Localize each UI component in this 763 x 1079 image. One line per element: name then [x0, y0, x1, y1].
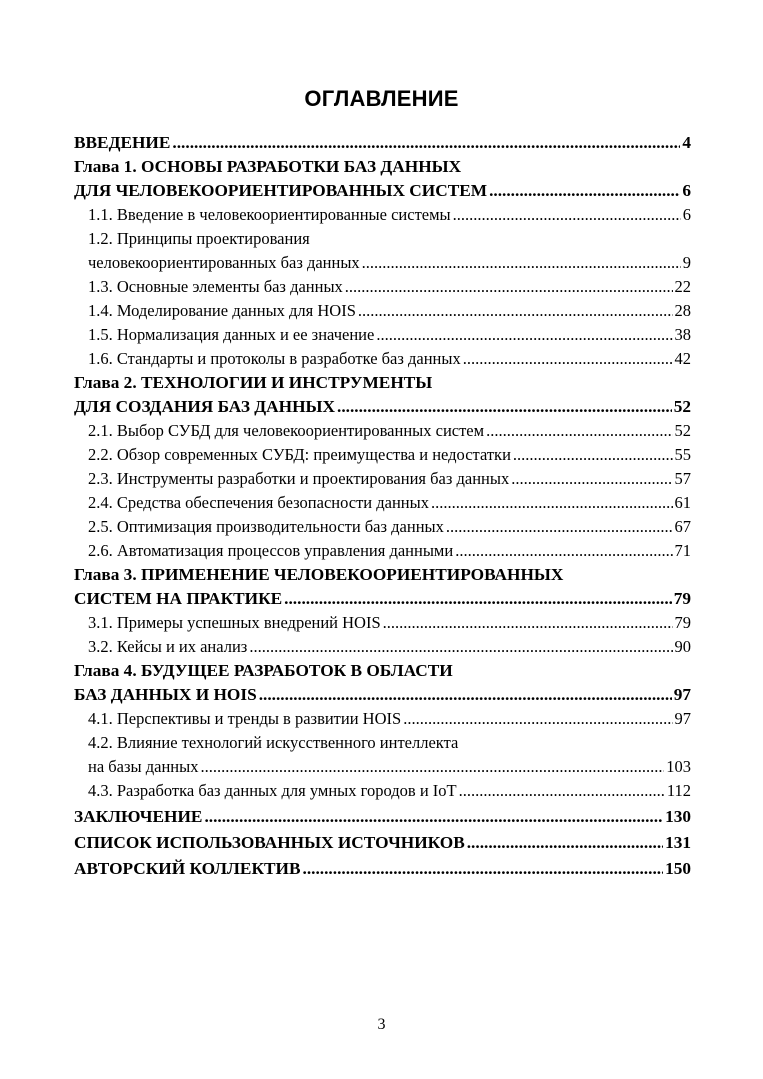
- toc-entry-page: 4: [682, 133, 691, 152]
- toc-entry-page: 52: [674, 421, 691, 440]
- toc-entry-page: 150: [665, 859, 691, 878]
- toc-entry-text: 1.3. Основные элементы баз данных: [88, 277, 343, 296]
- toc-leader-dots: [345, 275, 673, 299]
- toc-leader-dots: [446, 515, 673, 539]
- toc-section-1-2-line-1[interactable]: [74, 227, 691, 251]
- toc-entry-text: ДЛЯ СОЗДАНИЯ БАЗ ДАННЫХ: [74, 397, 335, 416]
- toc-leader-dots: [489, 179, 680, 203]
- toc-section-4-2-line-1[interactable]: [74, 731, 691, 755]
- toc-chapter-4-title-line-1[interactable]: [74, 659, 691, 683]
- toc-entry-page: 71: [674, 541, 691, 560]
- toc-entry-page: 22: [674, 277, 691, 296]
- toc-entry-page: 67: [674, 517, 691, 536]
- toc-chapter-2-title-line-1[interactable]: [74, 371, 691, 395]
- toc-entry-text: 1.5. Нормализация данных и ее значение: [88, 325, 375, 344]
- toc-entry-page: 112: [666, 781, 691, 800]
- toc-section-2-4[interactable]: [74, 491, 691, 515]
- toc-entry-page: 28: [674, 301, 691, 320]
- toc-entry-text: СИСТЕМ НА ПРАКТИКЕ: [74, 589, 283, 608]
- toc-entry-page: 38: [674, 325, 691, 344]
- toc-leader-dots: [172, 131, 680, 155]
- toc-leader-dots: [486, 419, 672, 443]
- toc-entry-text: Глава 3. ПРИМЕНЕНИЕ ЧЕЛОВЕКООРИЕНТИРОВАННЫХ: [74, 565, 564, 584]
- toc-entry-text: ЗАКЛЮЧЕНИЕ: [74, 807, 203, 826]
- toc-leader-dots: [303, 857, 664, 881]
- toc-entry-text: 1.4. Моделирование данных для HOIS: [88, 301, 356, 320]
- toc-entry-page: 42: [674, 349, 691, 368]
- toc-leader-dots: [513, 443, 673, 467]
- toc-entry-text: АВТОРСКИЙ КОЛЛЕКТИВ: [74, 859, 301, 878]
- toc-section-2-5[interactable]: [74, 515, 691, 539]
- toc-section-1-5[interactable]: [74, 323, 691, 347]
- page-title: ОГЛАВЛЕНИЕ: [304, 86, 459, 111]
- toc-leader-dots: [284, 587, 672, 611]
- toc-entry-page: 79: [673, 589, 691, 608]
- toc-entry-text: 1.1. Введение в человекоориентированные системы: [88, 205, 451, 224]
- toc-entry-references[interactable]: [74, 831, 691, 855]
- toc-entry-page: 9: [682, 253, 691, 272]
- toc-entry-text: 1.2. Принципы проектирования: [88, 229, 310, 248]
- toc-leader-dots: [362, 251, 681, 275]
- toc-entry-text: на базы данных: [88, 757, 199, 776]
- toc-entry-text: ДЛЯ ЧЕЛОВЕКООРИЕНТИРОВАННЫХ СИСТЕМ: [74, 181, 488, 200]
- toc-leader-dots: [453, 203, 681, 227]
- toc-section-3-2[interactable]: [74, 635, 691, 659]
- toc-entry-authors[interactable]: [74, 857, 691, 881]
- toc-leader-dots: [511, 467, 672, 491]
- toc-leader-dots: [463, 347, 673, 371]
- toc-entry-page: 97: [674, 709, 691, 728]
- toc-leader-dots: [376, 323, 672, 347]
- toc-section-2-3[interactable]: [74, 467, 691, 491]
- toc-leader-dots: [200, 755, 664, 779]
- toc-chapter-1-title-line-2[interactable]: [74, 179, 691, 203]
- toc-section-4-3[interactable]: [74, 779, 691, 803]
- toc-entry-text: 2.6. Автоматизация процессов управления данными: [88, 541, 454, 560]
- toc-entry-text: 3.2. Кейсы и их анализ: [88, 637, 248, 656]
- toc-entry-text: 4.1. Перспективы и тренды в развитии HOIS: [88, 709, 402, 728]
- toc-entry-page: 55: [674, 445, 691, 464]
- toc-entry-text: 1.6. Стандарты и протоколы в разработке баз данных: [88, 349, 461, 368]
- toc-entry-text: Глава 1. ОСНОВЫ РАЗРАБОТКИ БАЗ ДАННЫХ: [74, 157, 462, 176]
- toc-entry-text: 2.2. Обзор современных СУБД: преимущества и недостатки: [88, 445, 511, 464]
- toc-entry-page: 131: [665, 833, 691, 852]
- toc-entry-page: 57: [674, 469, 691, 488]
- toc-entry-page: 52: [673, 397, 691, 416]
- toc-entry-text: 2.4. Средства обеспечения безопасности данных: [88, 493, 429, 512]
- toc-section-4-1[interactable]: [74, 707, 691, 731]
- toc-section-1-6[interactable]: [74, 347, 691, 371]
- toc-leader-dots: [204, 805, 663, 829]
- toc-entry-text: СПИСОК ИСПОЛЬЗОВАННЫХ ИСТОЧНИКОВ: [74, 833, 465, 852]
- toc-entry-text: 2.5. Оптимизация производительности баз данных: [88, 517, 444, 536]
- toc-section-2-1[interactable]: [74, 419, 691, 443]
- toc-entry-page: 90: [674, 637, 691, 656]
- toc-entry-page: 97: [673, 685, 691, 704]
- toc-entry-text: 4.3. Разработка баз данных для умных городов и IoT: [88, 781, 457, 800]
- toc-entry-page: 103: [666, 757, 691, 776]
- page-number: 3: [377, 1016, 386, 1033]
- toc-entry-text: БАЗ ДАННЫХ И HOIS: [74, 685, 257, 704]
- toc-entry-page: 61: [674, 493, 691, 512]
- toc-entry-page: 6: [682, 181, 691, 200]
- toc-entry-page: 79: [674, 613, 691, 632]
- toc-leader-dots: [431, 491, 673, 515]
- toc-entry-text: 3.1. Примеры успешных внедрений HOIS: [88, 613, 381, 632]
- toc-section-1-4[interactable]: [74, 299, 691, 323]
- toc-leader-dots: [358, 299, 673, 323]
- toc-entry-conclusion[interactable]: [74, 805, 691, 829]
- toc-entry-text: Глава 4. БУДУЩЕЕ РАЗРАБОТОК В ОБЛАСТИ: [74, 661, 453, 680]
- toc-chapter-1-title-line-1[interactable]: [74, 155, 691, 179]
- toc-section-3-1[interactable]: [74, 611, 691, 635]
- table-of-contents: [74, 131, 691, 881]
- toc-chapter-2-title-line-2[interactable]: [74, 395, 691, 419]
- toc-chapter-3-title-line-1[interactable]: [74, 563, 691, 587]
- toc-entry-text: Глава 2. ТЕХНОЛОГИИ И ИНСТРУМЕНТЫ: [74, 373, 433, 392]
- toc-leader-dots: [403, 707, 672, 731]
- toc-section-1-1[interactable]: [74, 203, 691, 227]
- toc-section-1-3[interactable]: [74, 275, 691, 299]
- toc-chapter-3-title-line-2[interactable]: [74, 587, 691, 611]
- toc-section-2-2[interactable]: [74, 443, 691, 467]
- toc-leader-dots: [467, 831, 663, 855]
- toc-entry-page: 130: [665, 807, 691, 826]
- toc-section-2-6[interactable]: [74, 539, 691, 563]
- toc-section-4-2-line-2[interactable]: [74, 755, 691, 779]
- toc-section-1-2-line-2[interactable]: [74, 251, 691, 275]
- toc-entry-text: 2.1. Выбор СУБД для человекоориентированных систем: [88, 421, 485, 440]
- toc-entry-page: 6: [682, 205, 691, 224]
- toc-leader-dots: [383, 611, 673, 635]
- toc-leader-dots: [455, 539, 672, 563]
- toc-entry-introduction[interactable]: [74, 131, 691, 155]
- toc-leader-dots: [249, 635, 672, 659]
- toc-entry-text: ВВЕДЕНИЕ: [74, 133, 171, 152]
- toc-leader-dots: [259, 683, 672, 707]
- toc-leader-dots: [337, 395, 672, 419]
- toc-entry-text: человекоориентированных баз данных: [88, 253, 360, 272]
- toc-leader-dots: [459, 779, 665, 803]
- toc-entry-text: 2.3. Инструменты разработки и проектирования баз данных: [88, 469, 510, 488]
- toc-entry-text: 4.2. Влияние технологий искусственного интеллекта: [88, 733, 459, 752]
- toc-chapter-4-title-line-2[interactable]: [74, 683, 691, 707]
